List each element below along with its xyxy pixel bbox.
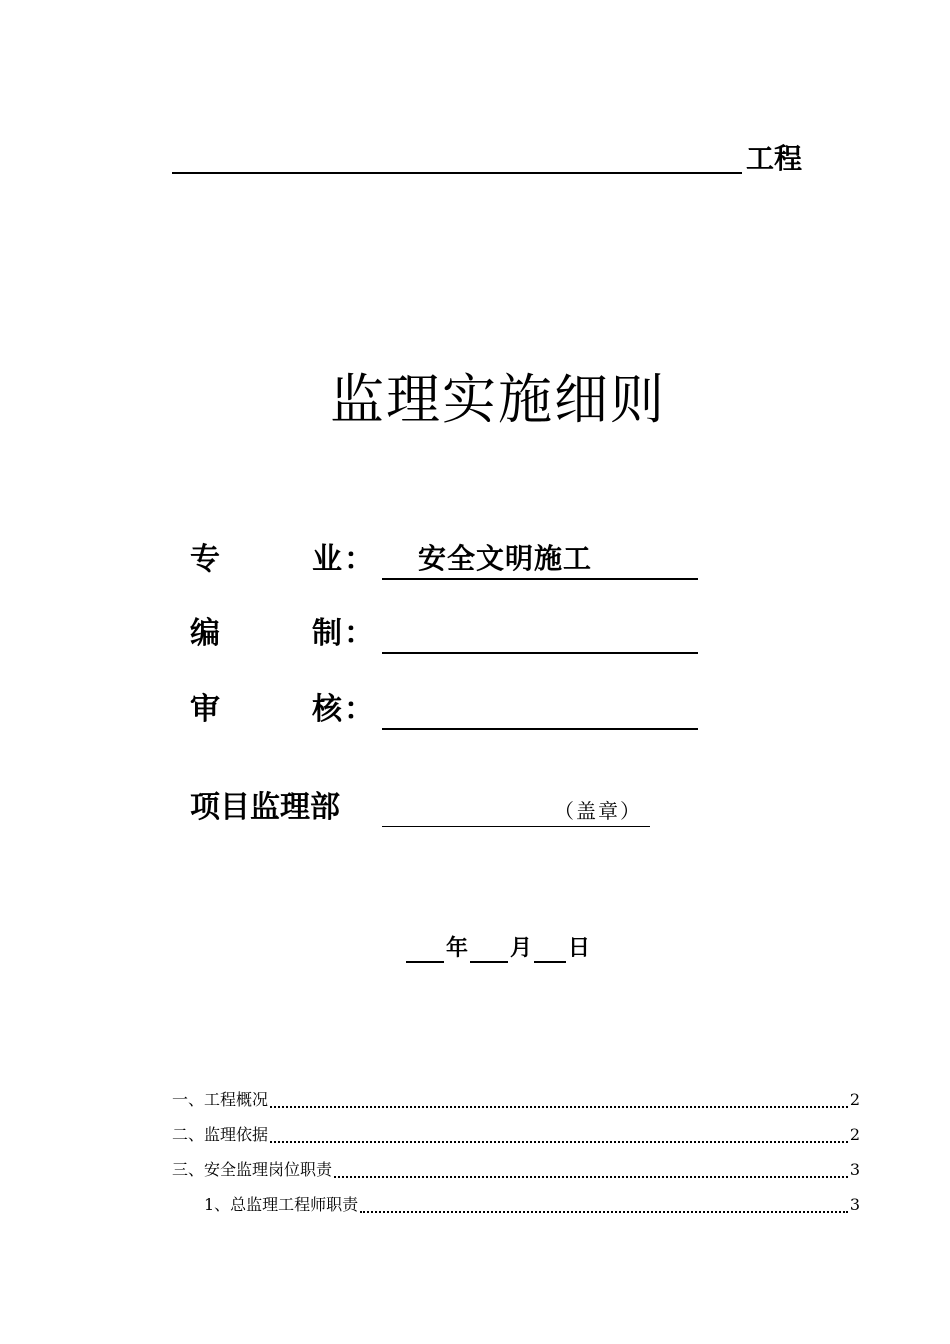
field-reviewed-by-line: [382, 690, 698, 730]
toc-item-text: 1、总监理工程师职责: [204, 1194, 359, 1214]
month-label: 月: [510, 936, 533, 961]
day-blank: [534, 933, 566, 963]
toc-item-text: 三、安全监理岗位职责: [172, 1159, 333, 1179]
field-specialty-colon: ：: [344, 542, 374, 577]
day-label: 日: [568, 936, 591, 961]
field-reviewed-by-label-char-1: 审: [190, 692, 220, 727]
field-specialty-label-char-2: 业: [312, 542, 342, 577]
table-of-contents: [172, 1082, 860, 1222]
toc-item-page: 3: [849, 1159, 860, 1179]
toc-item-page: 2: [849, 1089, 860, 1109]
toc-subitem[interactable]: [172, 1187, 860, 1222]
toc-leader-dots: [270, 1104, 848, 1108]
document-title: 监理实施细则: [330, 368, 666, 431]
project-suffix: 工程: [745, 142, 802, 175]
year-label: 年: [446, 936, 469, 961]
stamp-note: （盖章）: [554, 799, 642, 823]
toc-leader-dots: [270, 1139, 848, 1143]
project-name-line: [172, 140, 802, 176]
project-name-blank: [172, 140, 742, 174]
field-compiled-by-line: [382, 614, 698, 654]
date-line: [406, 932, 592, 966]
toc-leader-dots: [334, 1174, 848, 1178]
year-blank: [406, 933, 444, 963]
field-specialty-line: [382, 540, 698, 580]
field-compiled-by-label-char-2: 制: [312, 616, 342, 651]
toc-item[interactable]: [172, 1152, 860, 1187]
field-reviewed-by-value: [382, 692, 418, 725]
toc-item[interactable]: [172, 1117, 860, 1152]
toc-item[interactable]: [172, 1082, 860, 1117]
field-reviewed-by-colon: ：: [344, 692, 374, 727]
toc-leader-dots: [360, 1209, 848, 1213]
field-compiled-by-label-char-1: 编: [190, 616, 220, 651]
project-department: [190, 788, 660, 830]
project-department-label: 项目监理部: [190, 790, 340, 825]
field-specialty-value: 安全文明施工: [418, 542, 593, 575]
toc-item-text: 二、监理依据: [172, 1124, 269, 1144]
field-compiled-by-value: [382, 616, 418, 649]
toc-item-text: 一、工程概况: [172, 1089, 269, 1109]
field-specialty-label-char-1: 专: [190, 542, 220, 577]
month-blank: [470, 933, 508, 963]
project-department-line: [382, 792, 650, 827]
toc-item-page: 2: [849, 1124, 860, 1144]
field-compiled-by-colon: ：: [344, 616, 374, 651]
toc-item-page: 3: [849, 1194, 860, 1214]
field-reviewed-by-label-char-2: 核: [312, 692, 342, 727]
